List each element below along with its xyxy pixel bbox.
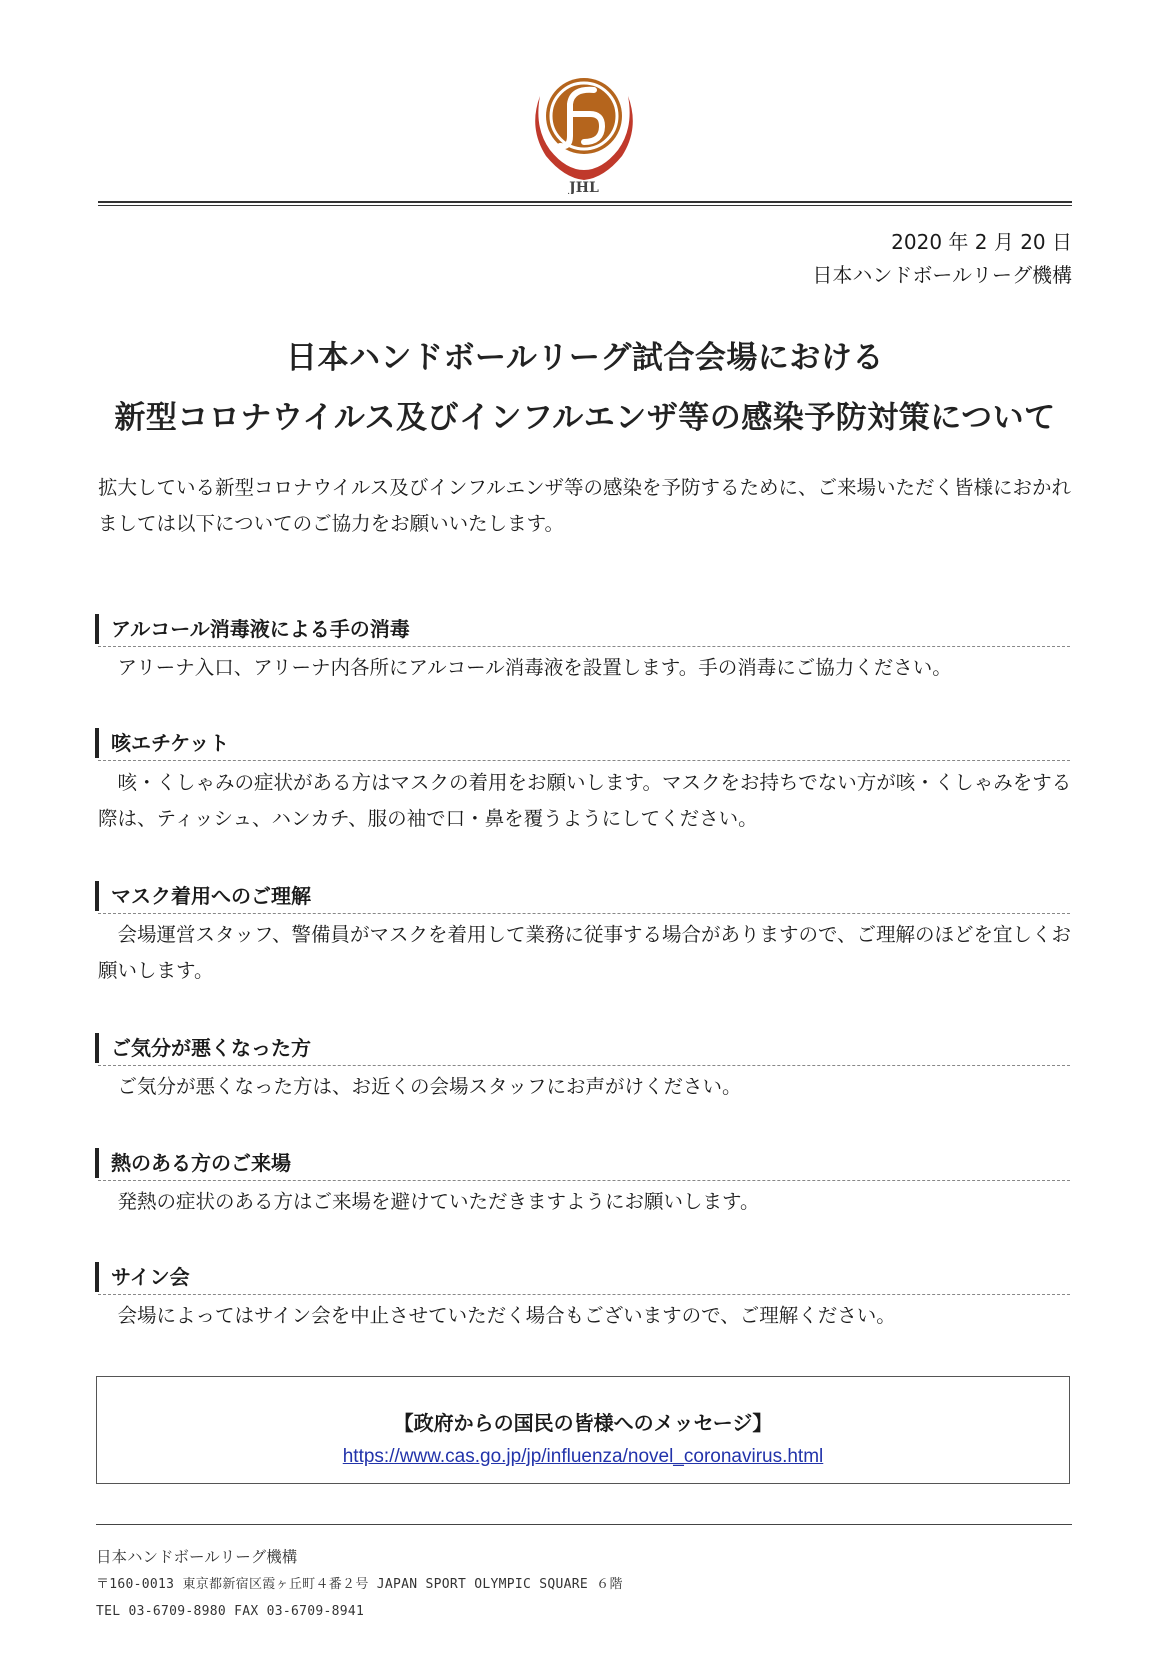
message-box-title: 【政府からの国民の皆様へのメッセージ】	[393, 1411, 773, 1435]
intro-paragraph: 拡大している新型コロナウイルス及びインフルエンザ等の感染を予防するために、ご来場いただく皆様におかれましては以下についてのご協力をお願いいたします。	[98, 476, 1072, 535]
section-rule	[98, 646, 1070, 647]
title-line-1: 日本ハンドボールリーグ試合会場における	[286, 340, 884, 376]
issuer-name: 日本ハンドボールリーグ機構	[812, 263, 1072, 287]
section-heading: サイン会	[95, 1262, 1070, 1292]
svg-text:JHL: JHL	[569, 180, 599, 194]
header-rule	[98, 201, 1072, 206]
section-body: アリーナ入口、アリーナ内各所にアルコール消毒液を設置します。手の消毒にご協力ください。	[98, 656, 952, 679]
section-rule	[98, 1180, 1070, 1181]
section-rule	[98, 1294, 1070, 1295]
section-heading: アルコール消毒液による手の消毒	[95, 614, 1070, 644]
footer-contact: TEL 03-6709-8980 FAX 03-6709-8941	[96, 1604, 365, 1619]
section-rule	[98, 760, 1070, 761]
section-body: 会場によってはサイン会を中止させていただく場合もございますので、ご理解ください。	[98, 1304, 896, 1327]
section-heading: ご気分が悪くなった方	[95, 1033, 1070, 1063]
footer	[96, 1544, 623, 1625]
title-line-2: 新型コロナウイルス及びインフルエンザ等の感染予防対策について	[114, 400, 1056, 436]
issue-date: 2020 年 2 月 20 日	[891, 230, 1072, 254]
section-heading: マスク着用へのご理解	[95, 881, 1070, 911]
section-rule	[98, 1065, 1070, 1066]
government-message-box	[96, 1376, 1070, 1484]
section-body: 咳・くしゃみの症状がある方はマスクの着用をお願いします。マスクをお持ちでない方が咳・くしゃみをする際は、ティッシュ、ハンカチ、服の袖で口・鼻を覆うようにしてください。	[98, 771, 1072, 830]
date-block	[812, 226, 1072, 292]
section-heading: 熱のある方のご来場	[95, 1148, 1070, 1178]
government-message-link[interactable]: https://www.cas.go.jp/jp/influenza/novel_coronavirus.html	[342, 1446, 824, 1467]
section-body: 会場運営スタッフ、警備員がマスクを着用して業務に従事する場合がありますので、ご理解のほどを宜しくお願いします。	[98, 923, 1072, 982]
section-body: 発熱の症状のある方はご来場を避けていただきますようにお願いします。	[98, 1190, 760, 1213]
footer-address: 〒160-0013 東京都新宿区霞ヶ丘町４番２号 JAPAN SPORT OLYMPIC SQUARE ６階	[96, 1577, 623, 1592]
jhl-logo	[524, 66, 644, 194]
section-heading: 咳エチケット	[95, 728, 1070, 758]
section-body: ご気分が悪くなった方は、お近くの会場スタッフにお声がけください。	[98, 1075, 742, 1098]
section-rule	[98, 913, 1070, 914]
footer-org-name: 日本ハンドボールリーグ機構	[96, 1548, 298, 1566]
footer-rule	[96, 1524, 1072, 1525]
